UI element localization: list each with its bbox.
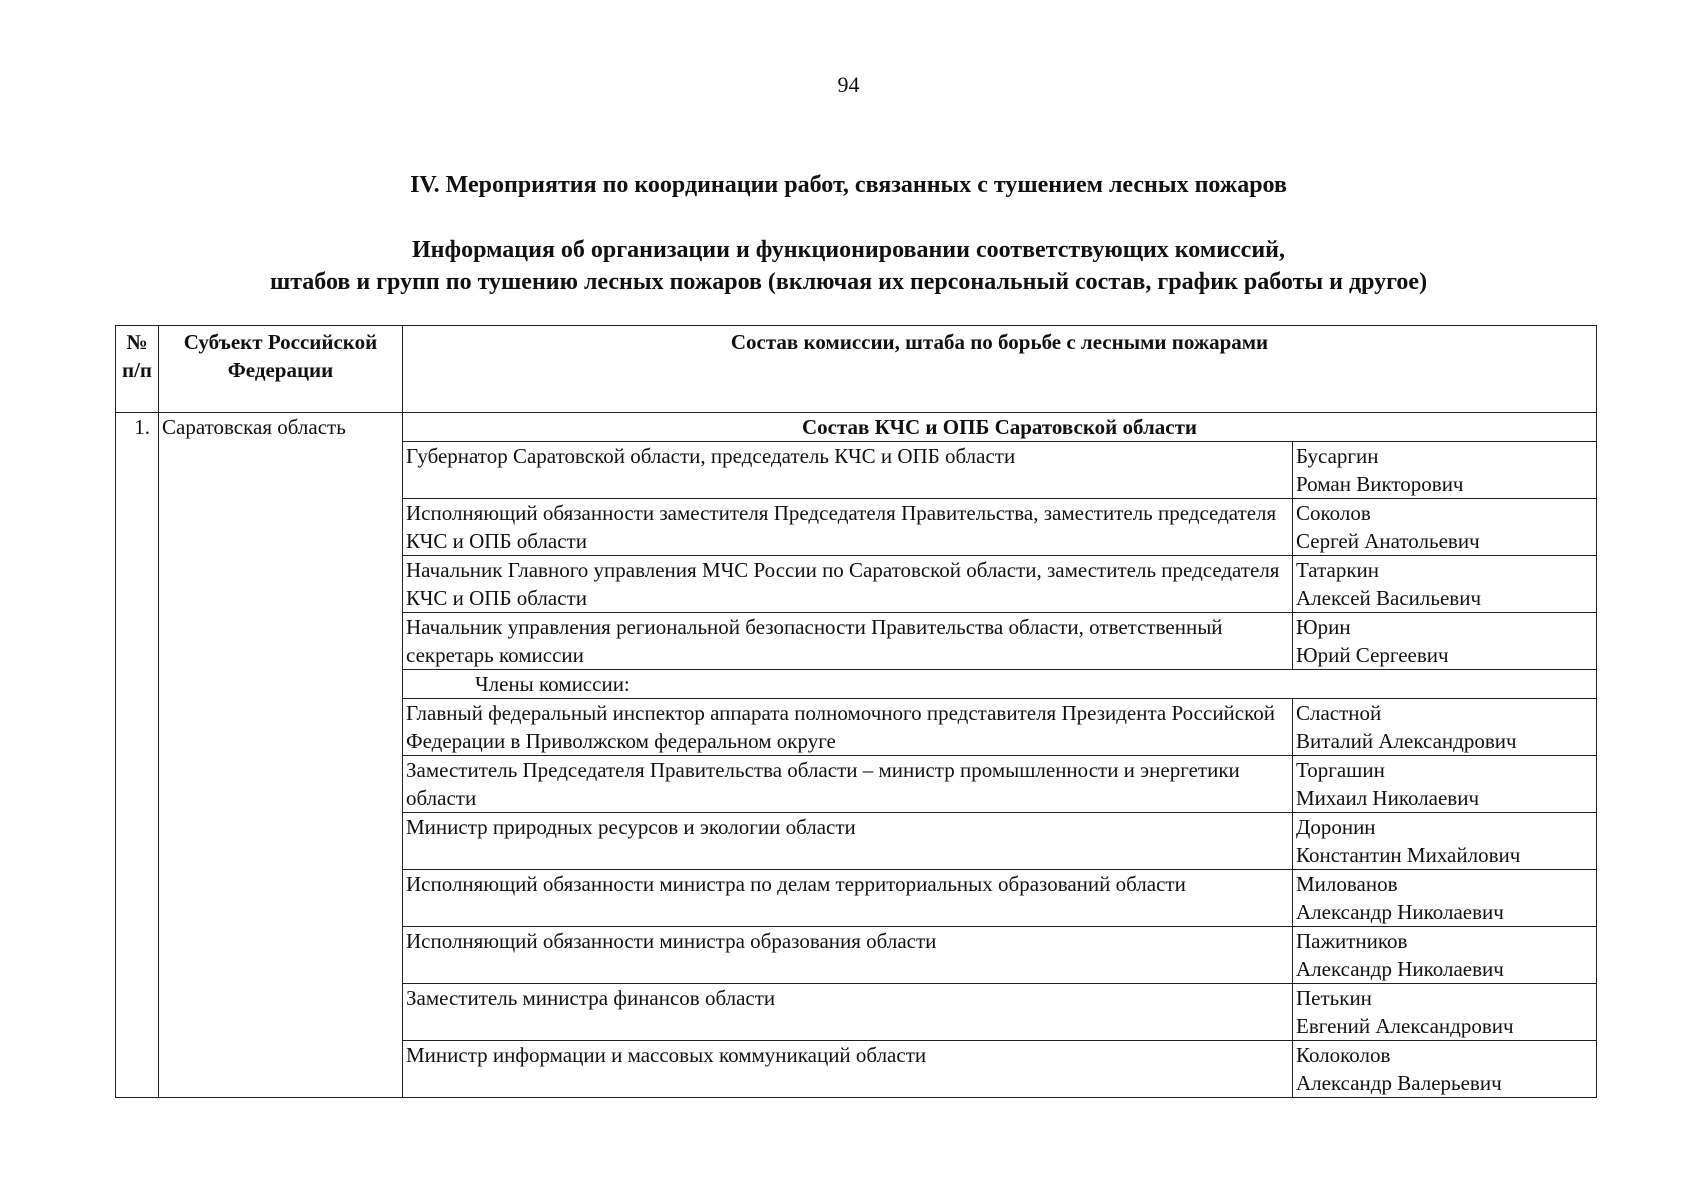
subtitle-line-2: штабов и групп по тушению лесных пожаров (включая их персональный состав, график работы и другое) bbox=[269, 269, 1428, 295]
group-title: Состав КЧС и ОПБ Саратовской области bbox=[403, 413, 1597, 442]
table-row bbox=[116, 413, 1597, 442]
position-cell: Исполняющий обязанности министра по делам территориальных образований области bbox=[403, 870, 1293, 927]
given-names: Александр Валерьевич bbox=[1296, 1071, 1502, 1095]
surname: Петькин bbox=[1296, 986, 1372, 1010]
header-num: № п/п bbox=[116, 326, 159, 413]
given-names: Сергей Анатольевич bbox=[1296, 529, 1480, 553]
given-names: Юрий Сергеевич bbox=[1296, 643, 1449, 667]
document-subtitle bbox=[0, 234, 1697, 298]
surname: Доронин bbox=[1296, 815, 1376, 839]
position-cell: Исполняющий обязанности заместителя Председателя Правительства, заместитель председателя КЧС и ОПБ области bbox=[403, 499, 1293, 556]
surname: Татаркин bbox=[1296, 558, 1380, 582]
surname: Колоколов bbox=[1296, 1043, 1391, 1067]
surname: Юрин bbox=[1296, 615, 1351, 639]
name-cell bbox=[1293, 613, 1597, 670]
row-number: 1. bbox=[116, 413, 159, 1098]
name-cell bbox=[1293, 813, 1597, 870]
name-cell bbox=[1293, 870, 1597, 927]
page-number: 94 bbox=[837, 72, 860, 97]
name-cell bbox=[1293, 556, 1597, 613]
position-cell: Исполняющий обязанности министра образования области bbox=[403, 927, 1293, 984]
name-cell bbox=[1293, 699, 1597, 756]
given-names: Виталий Александрович bbox=[1296, 729, 1517, 753]
name-cell bbox=[1293, 442, 1597, 499]
members-label: Члены комиссии: bbox=[403, 670, 1597, 699]
position-cell: Начальник Главного управления МЧС России по Саратовской области, заместитель председателя КЧС и ОПБ области bbox=[403, 556, 1293, 613]
table-header-row bbox=[116, 326, 1597, 413]
name-cell bbox=[1293, 984, 1597, 1041]
commission-table bbox=[115, 325, 1597, 1098]
given-names: Евгений Александрович bbox=[1296, 1014, 1514, 1038]
subject-cell: Саратовская область bbox=[159, 413, 403, 1098]
name-cell bbox=[1293, 756, 1597, 813]
name-cell bbox=[1293, 499, 1597, 556]
name-cell bbox=[1293, 927, 1597, 984]
surname: Сластной bbox=[1296, 701, 1382, 725]
given-names: Александр Николаевич bbox=[1296, 957, 1504, 981]
section-title: IV. Мероприятия по координации работ, связанных с тушением лесных пожаров bbox=[410, 172, 1287, 198]
given-names: Константин Михайлович bbox=[1296, 843, 1521, 867]
position-cell: Губернатор Саратовской области, председатель КЧС и ОПБ области bbox=[403, 442, 1293, 499]
given-names: Алексей Васильевич bbox=[1296, 586, 1482, 610]
position-cell: Министр природных ресурсов и экологии области bbox=[403, 813, 1293, 870]
surname: Торгашин bbox=[1296, 758, 1385, 782]
header-subject: Субъект Российской Федерации bbox=[159, 326, 403, 413]
surname: Бусаргин bbox=[1296, 444, 1379, 468]
position-cell: Заместитель министра финансов области bbox=[403, 984, 1293, 1041]
given-names: Роман Викторович bbox=[1296, 472, 1464, 496]
surname: Пажитников bbox=[1296, 929, 1408, 953]
name-cell bbox=[1293, 1041, 1597, 1098]
subtitle-line-1: Информация об организации и функционировании соответствующих комиссий, bbox=[412, 237, 1285, 263]
position-cell: Министр информации и массовых коммуникаций области bbox=[403, 1041, 1293, 1098]
header-composition: Состав комиссии, штаба по борьбе с лесными пожарами bbox=[403, 326, 1597, 413]
position-cell: Заместитель Председателя Правительства области – министр промышленности и энергетики области bbox=[403, 756, 1293, 813]
position-cell: Начальник управления региональной безопасности Правительства области, ответственный секретарь комиссии bbox=[403, 613, 1293, 670]
surname: Соколов bbox=[1296, 501, 1371, 525]
position-cell: Главный федеральный инспектор аппарата полномочного представителя Президента Российской Федерации в Приволжском федеральном округе bbox=[403, 699, 1293, 756]
given-names: Александр Николаевич bbox=[1296, 900, 1504, 924]
given-names: Михаил Николаевич bbox=[1296, 786, 1480, 810]
surname: Милованов bbox=[1296, 872, 1398, 896]
